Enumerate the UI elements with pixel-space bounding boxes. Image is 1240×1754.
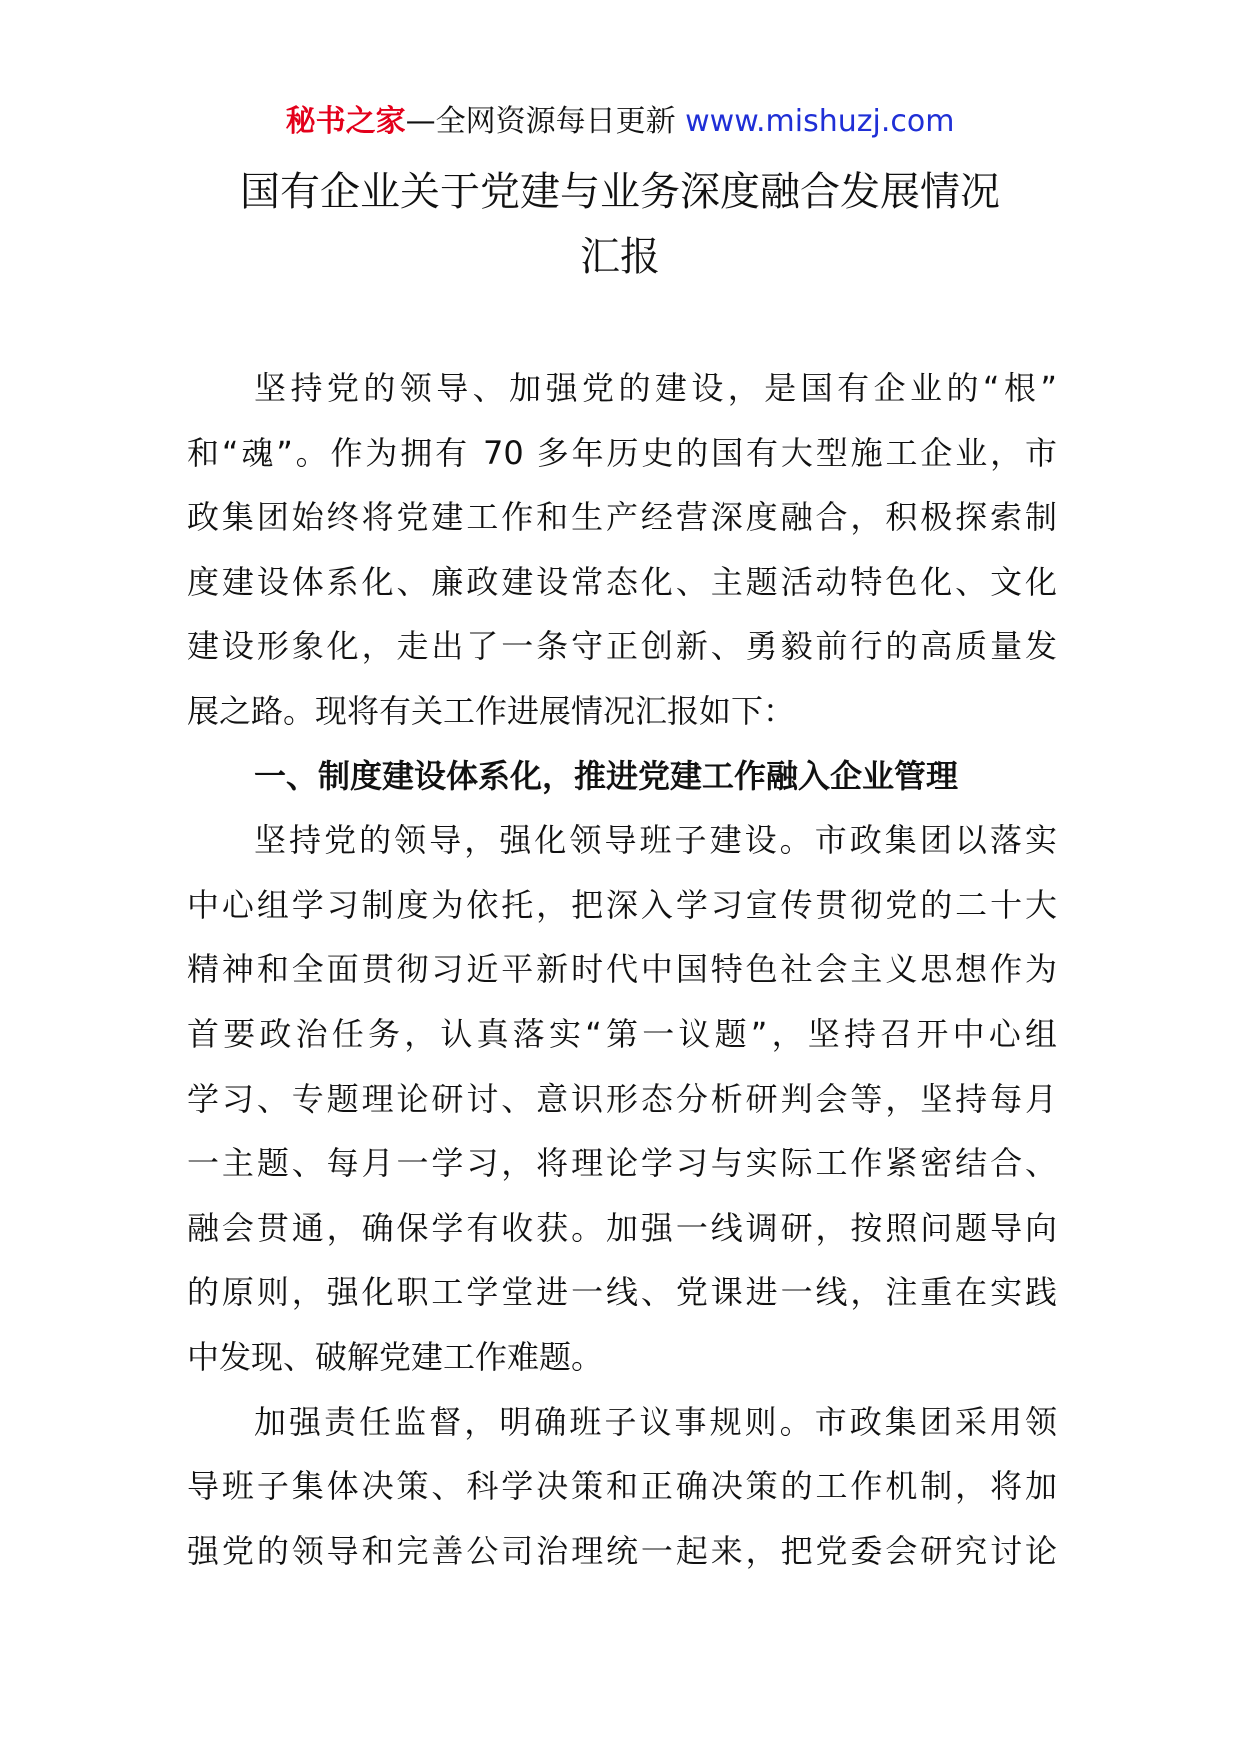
document-title-line-2: 汇报 — [580, 234, 660, 280]
paragraph-line: 一主题、每月一学习，将理论学习与实际工作紧密结合、 — [187, 1144, 1057, 1183]
paragraph-line: 中发现、破解党建工作难题。 — [187, 1337, 604, 1376]
paragraph-line: 学习、专题理论研讨、意识形态分析研判会等，坚持每月 — [187, 1079, 1057, 1118]
paragraph-line: 和“魂”。作为拥有 70 多年历史的国有大型施工企业，市 — [187, 433, 1057, 472]
paragraph-line: 的原则，强化职工学堂进一线、党课进一线，注重在实践 — [187, 1273, 1057, 1312]
paragraph-line: 展之路。现将有关工作进展情况汇报如下： — [187, 691, 796, 730]
paragraph-line: 强党的领导和完善公司治理统一起来，把党委会研究讨论 — [187, 1531, 1057, 1570]
paragraph-line: 精神和全面贯彻习近平新时代中国特色社会主义思想作为 — [187, 950, 1057, 989]
paragraph-line: 融会贯通，确保学有收获。加强一线调研，按照问题导向 — [187, 1208, 1057, 1247]
paragraph-line: 度建设体系化、廉政建设常态化、主题活动特色化、文化 — [187, 562, 1057, 601]
site-url-link[interactable]: www.mishuzj.com — [685, 104, 955, 139]
paragraph-line: 坚持党的领导、加强党的建设，是国有企业的“根” — [254, 369, 1057, 407]
document-body — [187, 356, 1057, 1583]
document-title-line-1: 国有企业关于党建与业务深度融合发展情况 — [240, 169, 1000, 215]
paragraph-line: 首要政治任务，认真落实“第一议题”，坚持召开中心组 — [187, 1014, 1057, 1053]
paragraph-line: 中心组学习制度为依托，把深入学习宣传贯彻党的二十大 — [187, 885, 1057, 924]
paragraph-line: 政集团始终将党建工作和生产经营深度融合，积极探索制 — [187, 498, 1057, 537]
paragraph-line: 建设形象化，走出了一条守正创新、勇毅前行的高质量发 — [187, 627, 1057, 666]
header-slogan: —全网资源每日更新 — [405, 104, 686, 139]
paragraph-line: 坚持党的领导，强化领导班子建设。市政集团以落实 — [254, 821, 1057, 860]
paragraph-line: 导班子集体决策、科学决策和正确决策的工作机制，将加 — [187, 1467, 1057, 1506]
section-heading: 一、制度建设体系化，推进党建工作融入企业管理 — [254, 756, 959, 795]
paragraph-line: 加强责任监督，明确班子议事规则。市政集团采用领 — [254, 1402, 1057, 1441]
brand-name: 秘书之家 — [285, 104, 406, 139]
site-header — [0, 100, 1240, 144]
